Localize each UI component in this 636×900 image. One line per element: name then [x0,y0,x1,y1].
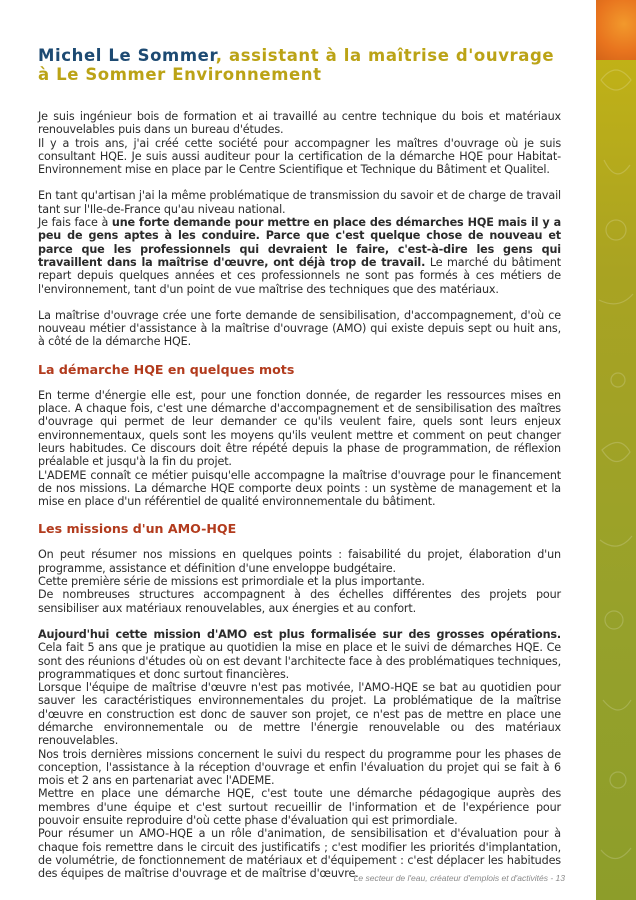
missions-paragraph-4 [38,628,561,681]
hqe-paragraph-1: En terme d'énergie elle est, pour une fonction donnée, de regarder les ressources mises en place. A chaque fois, c'est une démarche d'accompagnement et de sensibilisation des maîtres d'ouvrage qui permet de leur demander ce qu'ils veulent faire, quels sont leurs enjeux environnementaux, quels sont les moyens qu'ils veulent mettre et comment on peut changer leurs habitudes. Ce discours doit être répété depuis la phase de programmation, de réflexion préalable et jusqu'à la fin du projet. [38,388,561,469]
decorative-side-band [596,0,636,900]
section-heading-hqe: La démarche HQE en quelques mots [38,361,295,377]
section-heading-missions: Les missions d'un AMO-HQE [38,521,237,537]
author-role: , assistant à la maîtrise d'ouvrage à Le Sommer Environnement [38,46,555,84]
missions-paragraph-6: Nos trois dernières missions concernent le suivi du respect du programme pour les phases de conception, l'assistance à la réception d'ouvrage et enfin l'évaluation du projet qui se fait à 6 mois et 2 ans en partenariat avec l'ADEME. [38,747,561,788]
missions-paragraph-2: Cette première série de missions est primordiale et la plus importante. [38,575,425,589]
missions-paragraph-4-rest: Cela fait 5 ans que je pratique au quotidien la mise en place et le suivi de démarches HQE. Ce sont des réunions d'études où on est devant l'architecte face à des problématiques techniques, programmatiques et donc surtout financières. [38,641,561,681]
swirl-pattern [596,0,636,900]
missions-paragraph-1: On peut résumer nos missions en quelques points : faisabilité du projet, élaboration d'un programme, assistance et définition d'une enveloppe budgétaire. [38,548,561,575]
intro-paragraph-1: Je suis ingénieur bois de formation et ai travaillé au centre technique du bois et matériaux renouvelables puis dans un bureau d'études. [38,110,561,137]
article [38,46,561,881]
intro-paragraph-4 [38,216,561,296]
author-name: Michel Le Sommer [38,46,216,65]
missions-paragraph-4-bold: Aujourd'hui cette mission d'AMO est plus formalisée sur des grosses opérations. [38,627,561,641]
intro-paragraph-5: La maîtrise d'ouvrage crée une forte demande de sensibilisation, d'accompagnement, d'où ce nouveau métier d'assistance à la maîtrise d'ouvrage (AMO) qui existe depuis sept ou huit ans, à côté de la démarche HQE. [38,308,561,349]
missions-paragraph-8: Pour résumer un AMO-HQE a un rôle d'animation, de sensibilisation et d'évaluation pour à chaque fois remettre dans le circuit des justificatifs ; c'est modifier les priorités d'implantation, de volumétrie, de fonctionnement de matériaux et d'équipement : c'est déplacer les habitudes des équipes de maîtrise d'ouvrage et de maîtrise d'œuvre. [38,827,561,881]
band-edge [593,0,596,900]
hqe-paragraph-2: L'ADEME connaît ce métier puisqu'elle accompagne la maîtrise d'ouvrage pour le financement de nos missions. La démarche HQE comporte deux points : un système de management et la mise en place d'un référentiel de qualité environnementale du bâtiment. [38,468,561,509]
page-footer: Le secteur de l'eau, créateur d'emplois et d'activités - 13 [353,873,565,883]
intro-paragraph-3: En tant qu'artisan j'ai la même problématique de transmission du savoir et de charge de travail tant sur l'Ile-de-France qu'au niveau national. [38,189,561,216]
missions-paragraph-3: De nombreuses structures accompagnent à des échelles différentes des projets pour sensibiliser aux matériaux renouvelables, aux énergies et au confort. [38,588,561,615]
intro-paragraph-2: Il y a trois ans, j'ai créé cette société pour accompagner les maîtres d'ouvrage où je suis consultant HQE. Je suis aussi auditeur pour la certification de la démarche HQE pour Habitat-Environnement mise en place par le Centre Scientifique et Technique du Bâtiment et Qualitel. [38,136,561,177]
page-title [38,46,561,84]
intro-paragraph-4-rest: Le marché du bâtiment repart depuis quelques années et ces professionnels ne sont pas formés à ces métiers de l'environnement, tant d'un point de vue maîtrise des techniques que des matériaux. [38,255,561,296]
missions-paragraph-7: Mettre en place une démarche HQE, c'est toute une démarche pédagogique auprès des membres d'une équipe et c'est surtout recueillir de l'information et de l'expérience pour pouvoir ensuite reproduire d'où cette phase d'évaluation qui est primordiale. [38,787,561,828]
missions-paragraph-5: Lorsque l'équipe de maîtrise d'œuvre n'est pas motivée, l'AMO-HQE se bat au quotidien pour sauver les caractéristiques environnementales du projet. La problématique de la maîtrise d'œuvre en construction est donc de sauver son projet, ce n'est pas de mettre en place une démarche environnementale ou de mettre l'énergie renouvelable ou des matériaux renouvelables. [38,681,561,748]
intro-paragraph-4-bold: une forte demande pour mettre en place des démarches HQE mais il y a peu de gens aptes à les conduire. Parce que c'est quelque chose de nouveau et parce que les professionnels qui devraient le faire, c'est-à-dire les gens qui travaillent dans la maîtrise d'œuvre, ont déjà trop de travail. [38,216,561,269]
intro-paragraph-4-lead: Je fais face à [38,216,112,230]
